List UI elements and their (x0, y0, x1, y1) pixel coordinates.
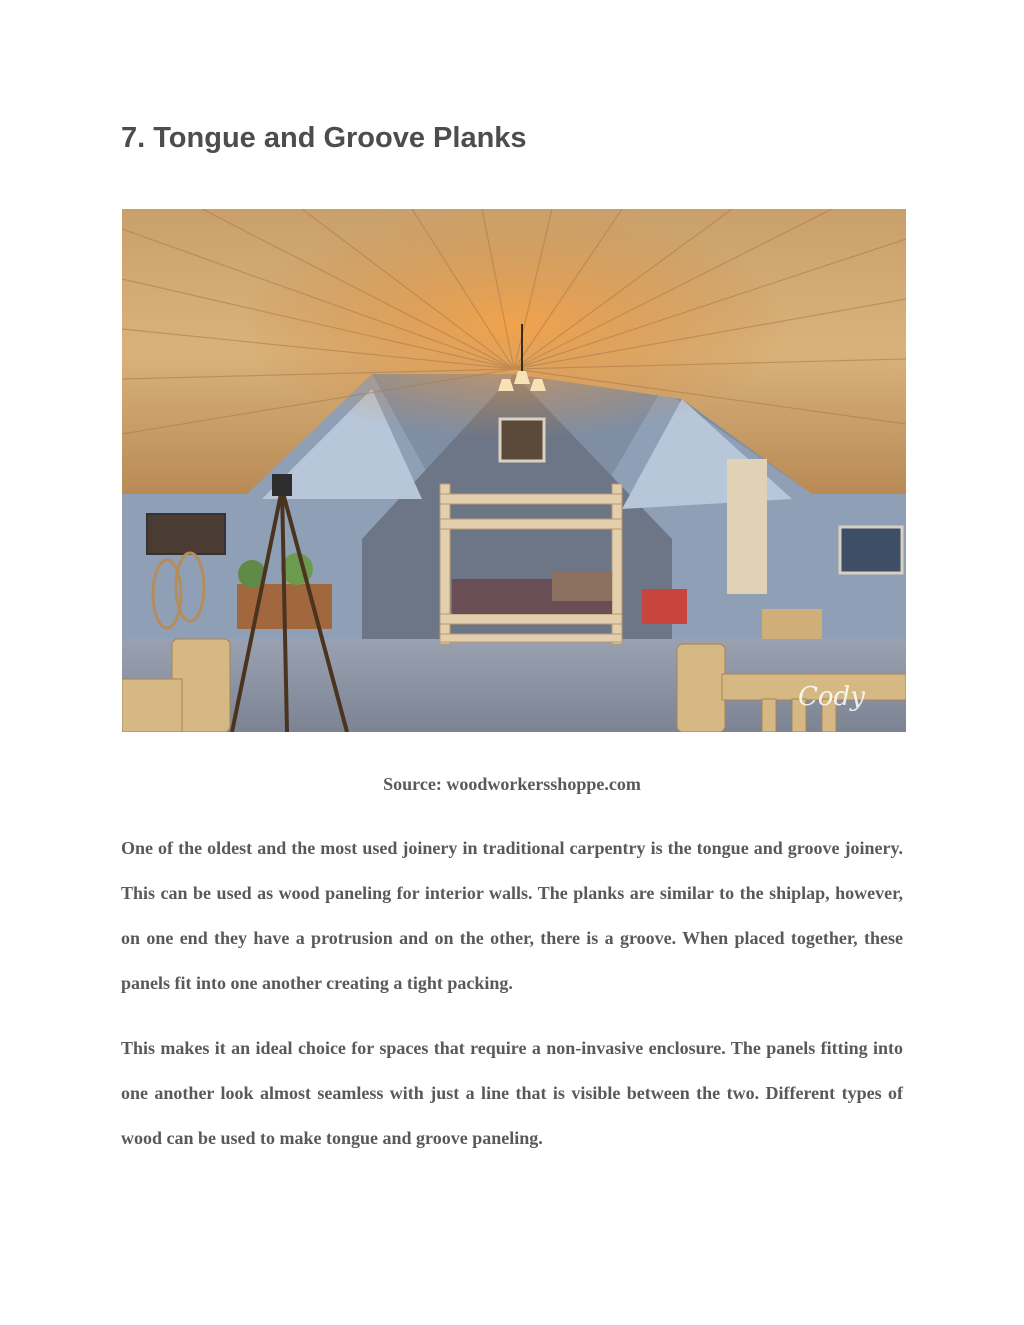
section-heading: 7. Tongue and Groove Planks (121, 122, 527, 154)
photo-watermark: Cody (798, 682, 865, 712)
image-source-caption: Source: woodworkersshoppe.com (383, 774, 641, 794)
body-paragraph-1: One of the oldest and the most used joinery in traditional carpentry is the tongue and groove joinery. This can be used as wood paneling for interior walls. The planks are similar to the shiplap, however, on one end they have a protrusion and on the other, there is a groove. When placed together, these panels fit into one another creating a tight packing. (121, 838, 903, 993)
body-paragraph-2: This makes it an ideal choice for spaces that require a non-invasive enclosure. The panels fitting into one another look almost seamless with just a line that is visible between the two. Different types of wood can be used to make tongue and groove paneling. (121, 1038, 903, 1148)
attic-bedroom-photo (122, 209, 906, 732)
